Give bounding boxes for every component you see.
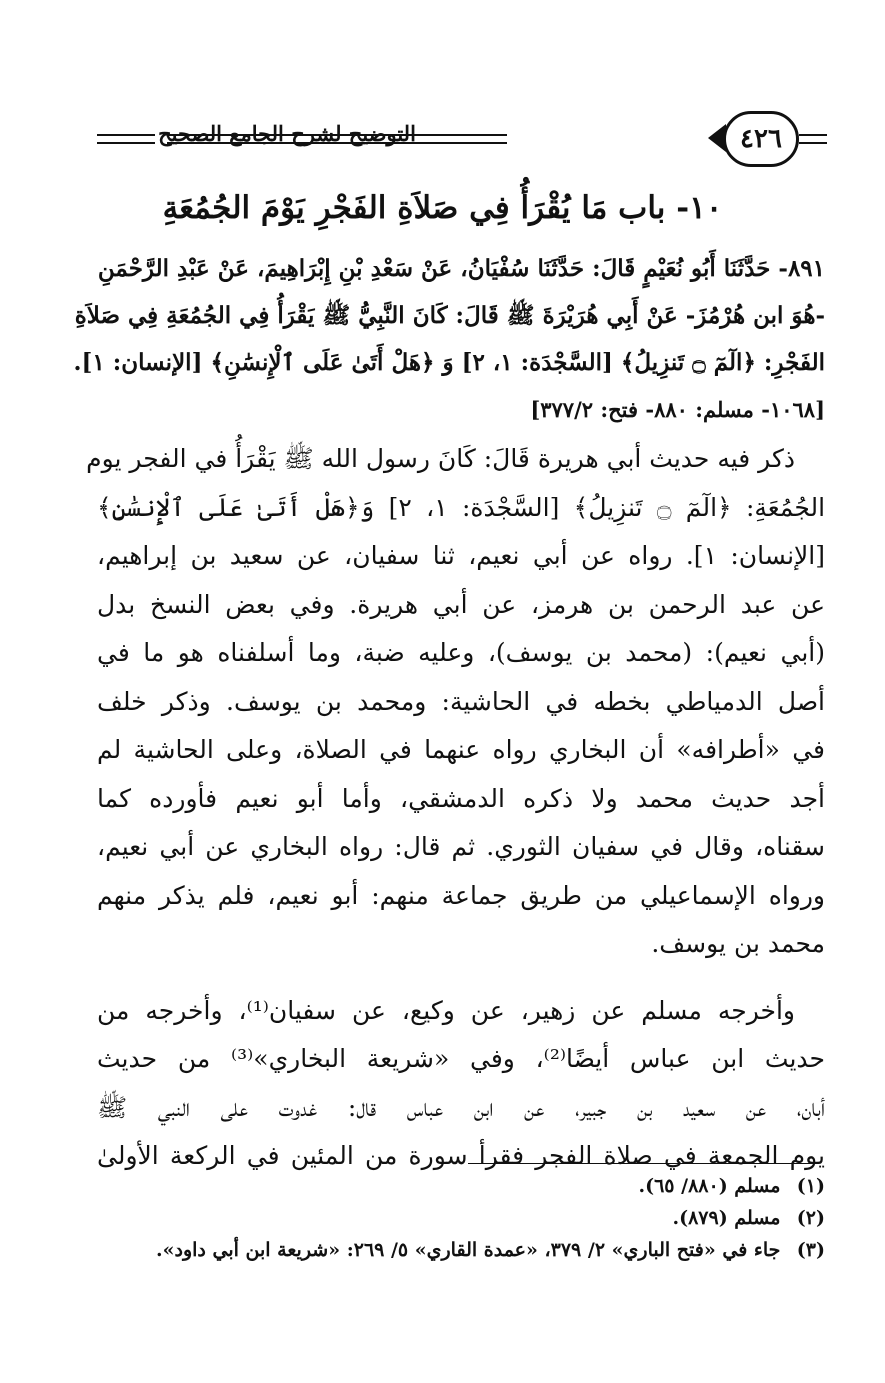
running-title: التوضيح لشرح الجامع الصحيح — [158, 121, 416, 146]
hadith-line: ٨٩١- حَدَّثَنَا أَبُو نُعَيْمٍ قَالَ: حَدَّثَنَا سُفْيَانُ، عَنْ سَعْدِ بْنِ إِبْرَاهِيمَ، عَنْ عَبْدِ الرَّحْمَنِ — [97, 255, 825, 282]
paragraph-gap — [97, 969, 825, 987]
footnote — [97, 1170, 825, 1202]
hadith-text — [73, 245, 825, 433]
commentary-line: ورواه الإسماعيلي من طريق جماعة منهم: أبو نعيم، فلم يذكر منهم — [97, 880, 825, 910]
footnote-text: مسلم (٨٧٩). — [672, 1207, 781, 1229]
commentary-line: أبان، عن سعيد بن جبير، عن ابن عباس قال: غدوت على النبي ﷺ — [97, 1092, 825, 1122]
commentary-line: (أبي نعيم): (محمد بن يوسف)، وعليه ضبة، وما أسلفناه هو ما في — [97, 638, 825, 667]
commentary-line: محمد بن يوسف. — [651, 929, 825, 958]
header-rule-right — [799, 134, 827, 144]
page-header — [97, 107, 827, 169]
footnote-text: جاء في «فتح الباري» ٢/ ٣٧٩، «عمدة القاري» ٥/ ٢٦٩: «شريعة ابن أبي داود». — [156, 1239, 781, 1261]
commentary-text — [86, 435, 826, 1181]
commentary-line: الجُمُعَةِ: ﴿الٓمٓ ۝ تَنزِيلُ﴾ [السَّجْدَة: ١، ٢] وَ﴿هَلْ أَتَىٰ عَلَى ٱلْإِنسَٰنِ﴾ — [97, 492, 826, 522]
hadith-line: الفَجْرِ: ﴿الٓمٓ ۝ تَنزِيلُ﴾ [السَّجْدَة: ١، ٢] وَ ﴿هَلْ أَتَىٰ عَلَى ٱلْإِنسَٰنِ﴾ [الإنسان: ١]. — [73, 349, 825, 376]
footnote-number: (١) — [796, 1175, 825, 1197]
hadith-line: -هُوَ ابن هُرْمُزَ- عَنْ أَبِي هُرَيْرَةَ ﷺ قَالَ: كَانَ النَّبِيُّ ﷺ يَقْرَأُ فِي الجُمُعَةِ فِي صَلاَةِ — [74, 302, 825, 329]
commentary-line: وأخرجه مسلم عن زهير، عن وكيع، عن سفيان⁽¹⁾، وأخرجه من — [97, 995, 795, 1025]
footnote-number: (٢) — [796, 1207, 825, 1229]
commentary-line: [الإنسان: ١]. رواه عن أبي نعيم، ثنا سفيان، عن سعيد بن إبراهيم، — [97, 541, 825, 570]
commentary-line: ذكر فيه حديث أبي هريرة قَالَ: كَانَ رسول الله ﷺ يَقْرَأُ في الفجر يوم — [86, 444, 795, 473]
header-rule-left — [97, 134, 155, 144]
footnotes — [97, 1170, 825, 1266]
page-number-badge: ٤٢٦ — [723, 111, 799, 167]
footnote-number: (٣) — [796, 1239, 825, 1261]
chapter-title: ١٠- باب مَا يُقْرَأُ فِي صَلاَةِ الفَجْرِ يَوْمَ الجُمُعَةِ — [162, 190, 723, 226]
footnote — [97, 1234, 825, 1266]
commentary-line: في «أطرافه» أن البخاري رواه عنهما في الصلاة، وعلى الحاشية لم — [97, 735, 825, 764]
commentary-line: حديث ابن عباس أيضًا⁽²⁾، وفي «شريعة البخاري»⁽³⁾ من حديث — [97, 1044, 825, 1073]
footnote — [97, 1202, 825, 1234]
hadith-reference: [١٠٦٨- مسلم: ٨٨٠- فتح: ٣٧٧/٢] — [530, 397, 825, 422]
footnote-text: مسلم (٨٨٠/ ٦٥). — [638, 1175, 781, 1197]
commentary-line: عن عبد الرحمن بن هرمز، عن أبي هريرة. وفي بعض النسخ بدل — [97, 589, 825, 619]
commentary-line: يوم الجمعة في صلاة الفجر فقرأ سورة من المئين في الركعة الأولىٰ — [97, 1141, 825, 1170]
commentary-line: سقناه، وقال في سفيان الثوري. ثم قال: رواه البخاري عن أبي نعيم، — [97, 832, 825, 861]
footnote-separator — [468, 1163, 818, 1164]
commentary-line: أصل الدمياطي بخطه في الحاشية: ومحمد بن يوسف. وذكر خلف — [97, 686, 825, 716]
commentary-line: أجد حديث محمد ولا ذكره الدمشقي، وأما أبو نعيم فأورده كما — [97, 783, 825, 813]
